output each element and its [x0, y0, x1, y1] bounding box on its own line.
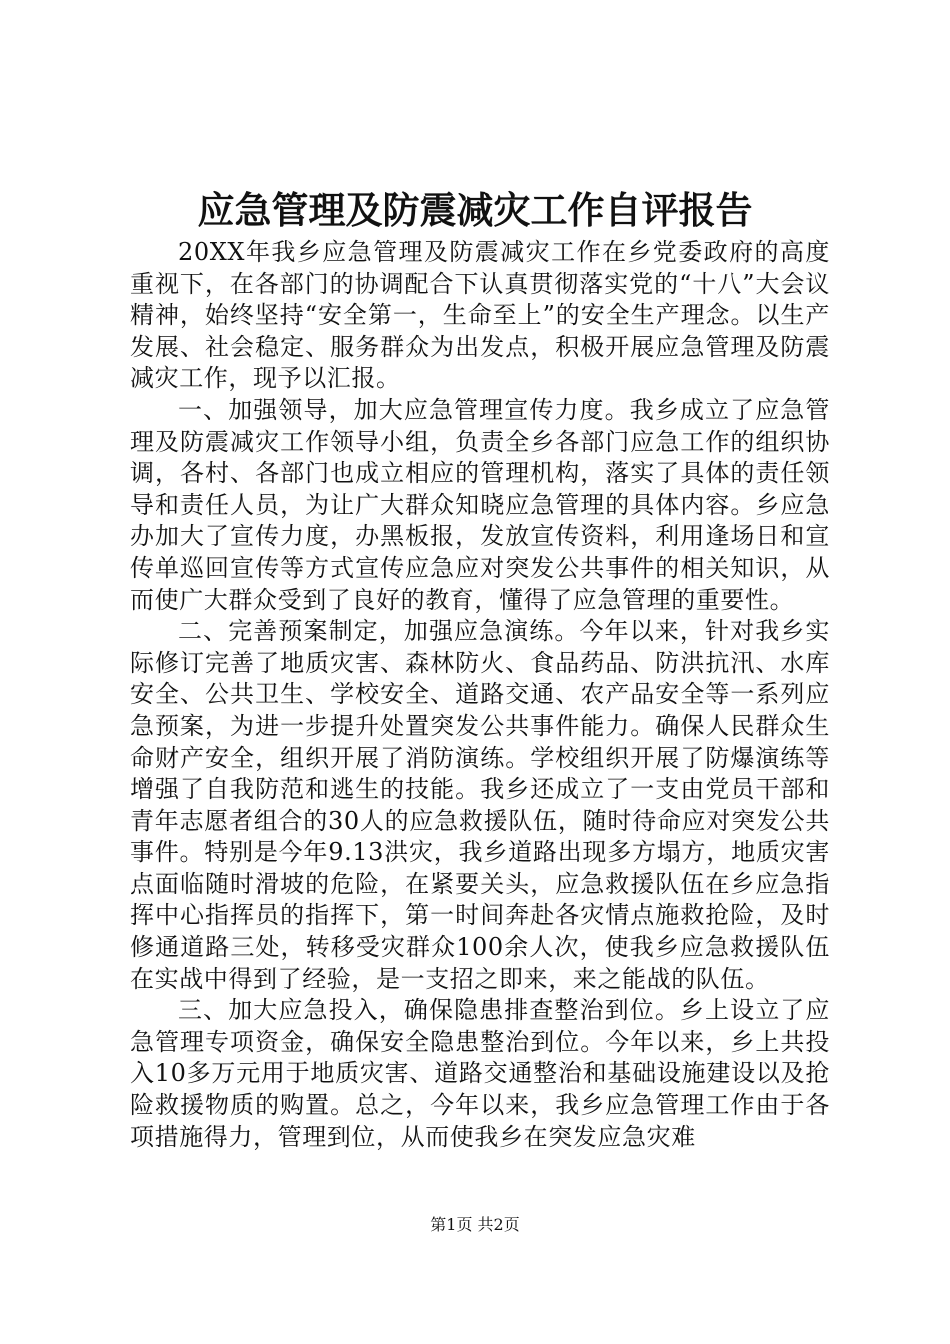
page-footer: 第1页 共2页 [430, 1215, 520, 1234]
paragraph-section-2: 二、完善预案制定，加强应急演练。今年以来，针对我乡实际修订完善了地质灾害、森林防火、食品药品、防洪抗汛、水库安全、公共卫生、学校安全、道路交通、农产品安全等一系列应急预案，为进一步提升处置突发公共事件能力。确保人民群众生命财产安全，组织开展了消防演练。学校组织开展了防爆演练等增强了自我防范和逃生的技能。我乡还成立了一支由党员干部和青年志愿者组合的30人的应急救援队伍，随时待命应对突发公共事件。特别是今年9.13洪灾，我乡道路出现多方塌方，地质灾害点面临随时滑坡的危险，在紧要关头，应急救援队伍在乡应急指挥中心指挥员的指挥下，第一时间奔赴各灾情点施救抢险，及时修通道路三处，转移受灾群众100余人次，使我乡应急救援队伍在实战中得到了经验，是一支招之即来，来之能战的队伍。 [130, 617, 830, 993]
document-body [130, 237, 830, 1153]
paragraph-intro: 20XX年我乡应急管理及防震减灾工作在乡党委政府的高度重视下，在各部门的协调配合下认真贯彻落实党的“十八”大会议精神，始终坚持“安全第一，生命至上”的安全生产理念。以生产发展、社会稳定、服务群众为出发点，积极开展应急管理及防震减灾工作，现予以汇报。 [130, 238, 830, 393]
document-title: 应急管理及防震减灾工作自评报告 [197, 188, 753, 232]
paragraph-section-1: 一、加强领导，加大应急管理宣传力度。我乡成立了应急管理及防震减灾工作领导小组，负责全乡各部门应急工作的组织协调，各村、各部门也成立相应的管理机构，落实了具体的责任领导和责任人员，为让广大群众知晓应急管理的具体内容。乡应急办加大了宣传力度，办黑板报，发放宣传资料，利用逢场日和宣传单巡回宣传等方式宣传应急应对突发公共事件的相关知识，从而使广大群众受到了良好的教育，懂得了应急管理的重要性。 [130, 395, 830, 614]
paragraph-section-3: 三、加大应急投入，确保隐患排查整治到位。乡上设立了应急管理专项资金，确保安全隐患整治到位。今年以来，乡上共投入10多万元用于地质灾害、道路交通整治和基础设施建设以及抢险救援物质的购置。总之，今年以来，我乡应急管理工作由于各项措施得力，管理到位，从而使我乡在突发应急灾难 [130, 996, 830, 1151]
